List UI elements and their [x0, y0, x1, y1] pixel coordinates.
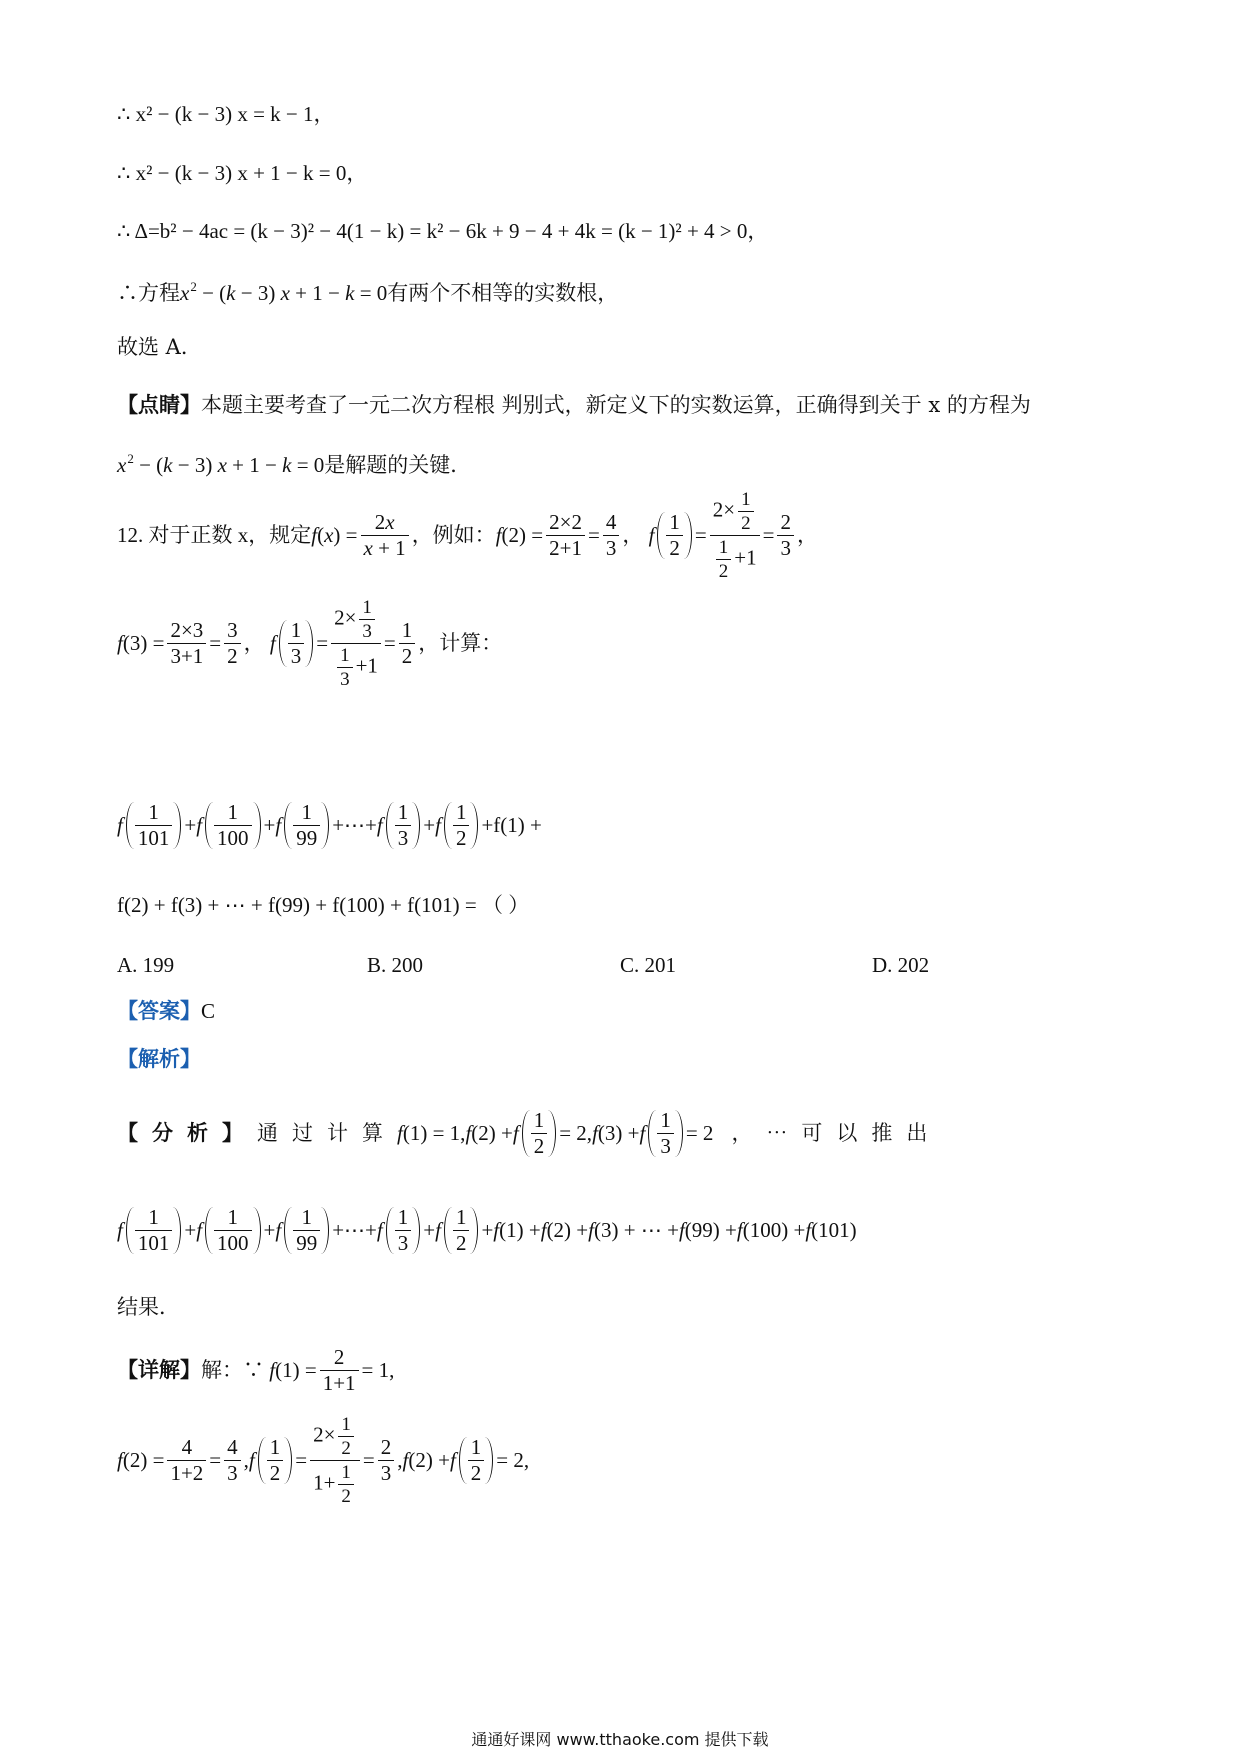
q12-examples: f (3) = $\frac{2\times 3}{3+1}$ = $\frac{3}{2}$ ， f $\frac{1}{3}$ = 2× $\frac{1}{3}$ $\frac{1}{3}$ +1 = $\frac{1}{2}$ ，计算： [117, 596, 503, 690]
solution-line-1: ∴ x² − (k − 3) x = k − 1， [117, 102, 335, 126]
frac-4-over-1plus2: $\frac{4}{1+2}$ [167, 1437, 206, 1484]
detail-line-2: f (2) = $\frac{4}{1+2}$ = $\frac{4}{3}$ , f $\frac{1}{2}$ = 2× $\frac{1}{2}$ 1+ $\frac{1}{2}$ = $\frac{2}{3}$ , f (2) + f $\frac{1}{2}$ = 2, [117, 1413, 530, 1507]
answer-value: C [201, 999, 216, 1023]
detail-line: 【详解】 解：∵ f (1) = $\frac{2}{1+1}$ = 1, [117, 1344, 395, 1395]
option-b: B. 200 [367, 953, 424, 977]
option-c: C. 201 [620, 953, 677, 977]
frac-2-3: $\frac{2}{3}$ [777, 512, 794, 559]
frac-4-3-b: $\frac{4}{3}$ [224, 1437, 241, 1484]
option-a: A. 199 [117, 953, 175, 977]
answer-line [117, 1001, 215, 1022]
frac-f-third: 2× $\frac{1}{3}$ $\frac{1}{3}$ +1 [331, 598, 381, 689]
page-footer: 通通好课网 www.tthaoke.com 提供下载 [471, 1730, 769, 1749]
frac-f-half: 2× $\frac{1}{2}$ $\frac{1}{2}$ +1 [710, 490, 760, 581]
q12-calc: ，计算： [418, 630, 503, 655]
q12-sum-line-2: f(2) + f(3) + ⋯ + f(99) + f(100) + f(101) = （ ） [117, 893, 530, 917]
dianjing-text: 本题主要考查了一元二次方程根 判别式，新定义下的实数运算，正确得到关于 x 的方程为 [201, 393, 1031, 417]
fenxi-text-b: ，⋯可以推出 [731, 1120, 942, 1145]
frac-3-2: $\frac{3}{2}$ [224, 620, 241, 667]
analysis-label: 【解析】 [117, 1047, 201, 1071]
q12-statement: 12. 对于正数 x，规定 f ( x ) = $\frac{2x}{x + 1}$ ，例如： f (2) = $\frac{2\times 2}{2+1}$ = $\frac{4}{3}$ ， f $\frac{1}{2}$ = 2× $\frac{1}{2}$ $\frac{1}{2}$ +1 = $\frac{2}{3}$ ， [117, 488, 818, 582]
q12-number: 12. [117, 522, 144, 547]
frac-2-over-1plus1: $\frac{2}{1+1}$ [320, 1347, 359, 1394]
fenxi-line: 【分析】 通过计算 f (1) = 1, f (2) + f $\frac{1}{2}$ = 2, f (3) + f $\frac{1}{3}$ = 2 ，⋯可以推出 [117, 1107, 942, 1158]
dianjing-line [117, 395, 1031, 416]
answer-label: 【答案】 [117, 999, 201, 1023]
choose-line: 故选 A． [117, 335, 202, 359]
analysis-heading [117, 1049, 201, 1070]
frac-4-3: $\frac{4}{3}$ [603, 512, 620, 559]
line-4-suffix: 有两个不相等的实数根， [387, 281, 619, 305]
frac-2x-over-x1: $\frac{2x}{x + 1}$ [361, 512, 409, 559]
frac-2-3-b: $\frac{2}{3}$ [378, 1437, 395, 1484]
fenxi-sum-line: f $\frac{1}{101}$ + f $\frac{1}{100}$ + f $\frac{1}{99}$ +⋯+ f $\frac{1}{3}$ + f $\frac{1}{2}$ + f (1) + f (2) + f (3) + ⋯ + f (99) + f (100) + f (101) [117, 1204, 857, 1255]
line-4-prefix: ∴方程 [117, 281, 180, 305]
dianjing-label: 【点睛】 [117, 393, 201, 417]
frac-detail-f-half: 2× $\frac{1}{2}$ 1+ $\frac{1}{2}$ [310, 1415, 360, 1506]
frac-2x3: $\frac{2\times 3}{3+1}$ [167, 620, 206, 667]
q12-intro-a: 对于正数 x，规定 [148, 522, 312, 547]
dianjing-line-2: $x^2 - (k - 3) x + 1 - k = 0$是解题的关键． [117, 451, 472, 477]
result-line: 结果． [117, 1295, 180, 1319]
frac-1-2: $\frac{1}{2}$ [399, 620, 416, 667]
sum-line-1-end: f(1) + [493, 812, 542, 837]
solution-line-2: ∴ x² − (k − 3) x + 1 − k = 0， [117, 161, 368, 185]
fenxi-label: 【分析】 [117, 1120, 257, 1145]
solution-line-4: ∴方程$x^2 - (k - 3) x + 1 - k = 0$有两个不相等的实数根， [117, 279, 619, 305]
frac-2x2: $\frac{2\times 2}{2+1}$ [546, 512, 585, 559]
detail-text: 解：∵ [201, 1357, 264, 1382]
line-7-suffix: 是解题的关键． [324, 453, 472, 477]
detail-label: 【详解】 [117, 1357, 201, 1382]
q12-intro-b: ，例如： [411, 522, 496, 547]
q12-sum-line-1: f $\frac{1}{101}$ + f $\frac{1}{100}$ + f $\frac{1}{99}$ +⋯+ f $\frac{1}{3}$ + f $\frac{1}{2}$ + f(1) + [117, 799, 542, 850]
fenxi-text-a: 通过计算 [257, 1120, 397, 1145]
option-d: D. 202 [872, 953, 930, 977]
solution-line-3: ∴ Δ=b² − 4ac = (k − 3)² − 4(1 − k) = k² − 6k + 9 − 4 + 4k = (k − 1)² + 4 > 0， [117, 219, 769, 243]
